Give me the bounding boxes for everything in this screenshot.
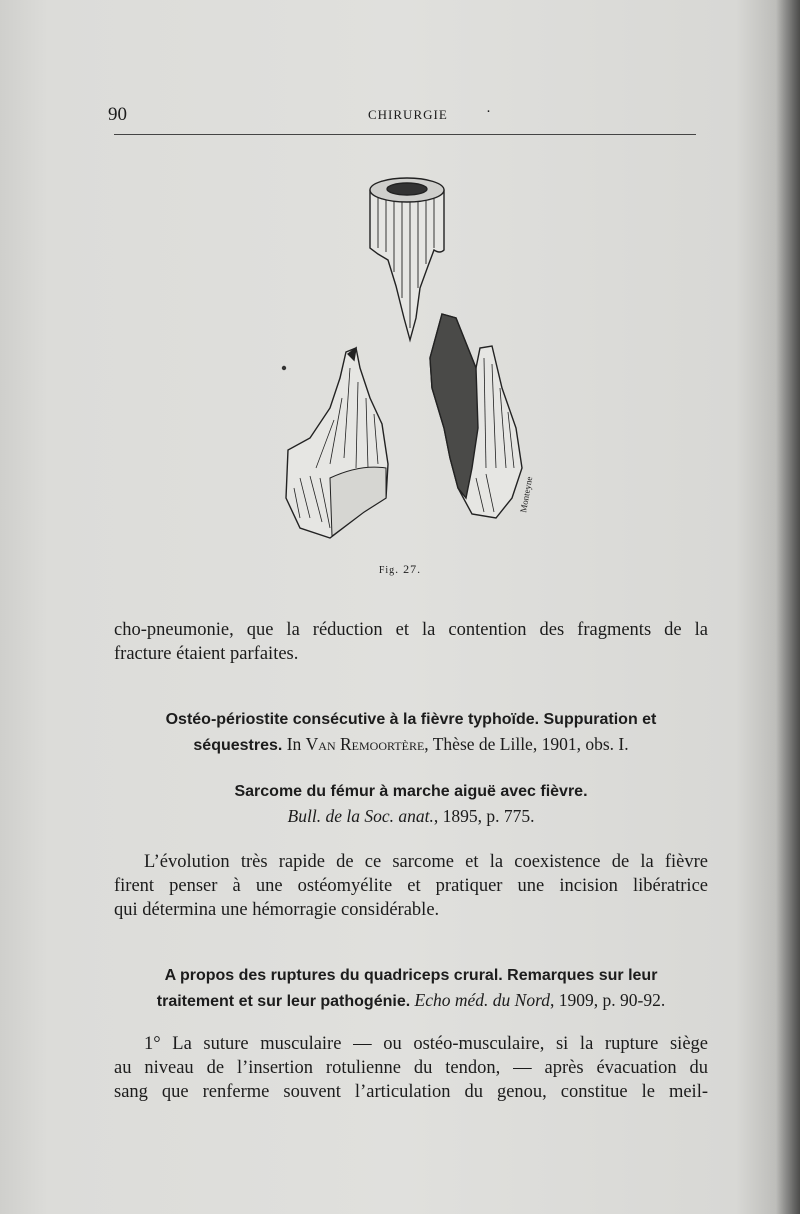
figure-caption xyxy=(0,562,800,577)
entry-journal: Bull. de la Soc. anat. xyxy=(287,806,434,826)
page-number: 90 xyxy=(108,104,127,125)
text-line: cho-pneumonie, que la réduction et la contention des fragments de la xyxy=(114,620,708,640)
bibliography-entry-osteo-periostite xyxy=(114,706,708,758)
entry-author: Van Remoortère xyxy=(305,734,425,754)
entry-source: , Thèse de Lille, 1901, obs. I. xyxy=(424,734,629,754)
entry-title-cont: séquestres. xyxy=(193,737,283,754)
text-line: qui détermina une hémorragie considérable. xyxy=(114,900,440,920)
right-bone-fragment xyxy=(430,314,534,518)
running-header xyxy=(108,104,698,128)
caption-number: . 27. xyxy=(395,562,422,576)
header-rule xyxy=(114,134,696,135)
entry-source: , 1895, p. 775. xyxy=(433,806,535,826)
bone-fragments-illustration xyxy=(270,168,540,548)
entry-source: , 1909, p. 90-92. xyxy=(550,990,666,1010)
text-line: 1° La suture musculaire — ou ostéo-musculaire, si la rupture siège xyxy=(144,1034,708,1054)
text-line: firent penser à une ostéomyélite et pratiquer une incision libératrice xyxy=(114,876,708,896)
text-line: sang que renferme souvent l’articulation du genou, constitue le meil- xyxy=(114,1082,708,1102)
caption-prefix: Fig xyxy=(378,565,396,576)
paragraph-continuation xyxy=(114,618,708,666)
left-bone-fragment xyxy=(286,348,388,538)
bone-shaft-fragment xyxy=(370,178,444,340)
text-line: au niveau de l’insertion rotulienne du tendon, — après évacuation du xyxy=(114,1058,708,1078)
text-line: L’évolution très rapide de ce sarcome et la coexistence de la fièvre xyxy=(144,852,708,872)
ink-dot xyxy=(282,366,286,370)
illustrator-signature: Monteyne xyxy=(518,475,535,514)
entry-source-in: In xyxy=(282,734,306,754)
paragraph-sarcome xyxy=(114,850,708,922)
entry-title: Ostéo-périostite consécutive à la fièvre typhoïde. Suppuration et xyxy=(165,711,657,728)
text-line: fracture étaient parfaites. xyxy=(114,644,299,664)
running-title: CHIRURGIE xyxy=(368,107,448,122)
entry-title: Sarcome du fémur à marche aiguë avec fièvre. xyxy=(234,783,588,800)
page-edge-shadow xyxy=(776,0,800,1214)
entry-title-cont: traitement et sur leur pathogénie. xyxy=(156,993,411,1010)
entry-title: A propos des ruptures du quadriceps crural. Remarques sur leur xyxy=(164,967,658,984)
paragraph-suture xyxy=(114,1032,708,1104)
bibliography-entry-sarcome xyxy=(114,778,708,828)
header-mark: · xyxy=(486,104,491,120)
bibliography-entry-quadriceps xyxy=(114,962,708,1014)
entry-journal: Echo méd. du Nord xyxy=(414,990,550,1010)
